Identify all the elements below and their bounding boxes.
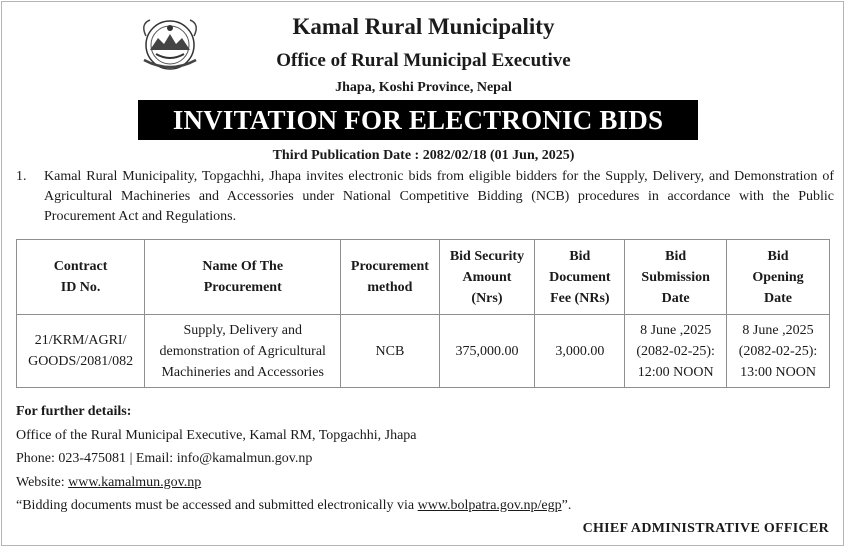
email-address[interactable]: info@kamalmun.gov.np [176, 451, 313, 466]
header-procurement-method: Procurement method [341, 240, 439, 315]
municipality-title: Kamal Rural Municipality [292, 14, 555, 39]
notice-page [1, 1, 844, 546]
further-details [16, 400, 571, 518]
table-header-row [17, 240, 830, 315]
location-text: Jhapa, Koshi Province, Nepal [335, 80, 512, 95]
cell-procurement-name: Supply, Delivery and demonstration of Agricultural Machineries and Accessories [145, 315, 341, 388]
header-bid-submission-date: Bid Submission Date [625, 240, 727, 315]
details-office: Office of the Rural Municipal Executive, Kamal RM, Topgachhi, Jhapa [16, 427, 417, 443]
publication-date: Third Publication Date : 2082/02/18 (01 Jun, 2025) [272, 148, 575, 163]
details-contact: Phone: 023-475081 | Email: info@kamalmun.gov.np [16, 451, 313, 466]
details-website: Website: www.kamalmun.gov.np [16, 474, 202, 490]
cell-procurement-method: NCB [341, 315, 439, 388]
table-row [17, 315, 830, 388]
cell-contract-id: 21/KRM/AGRI/ GOODS/2081/082 [17, 315, 145, 388]
bolpatra-link[interactable]: www.bolpatra.gov.np/egp [417, 498, 562, 513]
phone-number: 023-475081 [58, 451, 127, 466]
header-contract-id: Contract ID No. [17, 240, 145, 315]
website-link[interactable]: www.kamalmun.gov.np [68, 474, 202, 490]
header-bid-document-fee: Bid Document Fee (NRs) [535, 240, 625, 315]
details-note: “Bidding documents must be accessed and submitted electronically via www.bolpatra.gov.np/egp”. [16, 498, 572, 513]
cell-document-fee: 3,000.00 [535, 315, 625, 388]
signature-title: CHIEF ADMINISTRATIVE OFFICER [582, 521, 829, 536]
office-title: Office of Rural Municipal Executive [276, 50, 571, 71]
cell-submission-date: 8 June ,2025 (2082-02-25): 12:00 NOON [625, 315, 727, 388]
header-procurement-name: Name Of The Procurement [145, 240, 341, 315]
item-1-paragraph [16, 167, 834, 227]
header-bid-security: Bid Security Amount (Nrs) [439, 240, 535, 315]
header-bid-opening-date: Bid Opening Date [727, 240, 830, 315]
bids-table [16, 239, 830, 388]
cell-opening-date: 8 June ,2025 (2082-02-25): 13:00 NOON [727, 315, 830, 388]
details-heading: For further details: [16, 404, 132, 419]
invitation-banner: INVITATION FOR ELECTRONIC BIDS [138, 100, 698, 140]
item-text: Kamal Rural Municipality, Topgachhi, Jhapa invites electronic bids from eligible bidders for the Supply, Delivery, and Demonstration of Agricultural Machineries and Accessories under National Competitive Bidding (NCB) procedures in accordance with the Public Procurement Act and Regulations. [44, 169, 834, 224]
cell-bid-security: 375,000.00 [439, 315, 535, 388]
item-number: 1. [16, 169, 27, 184]
